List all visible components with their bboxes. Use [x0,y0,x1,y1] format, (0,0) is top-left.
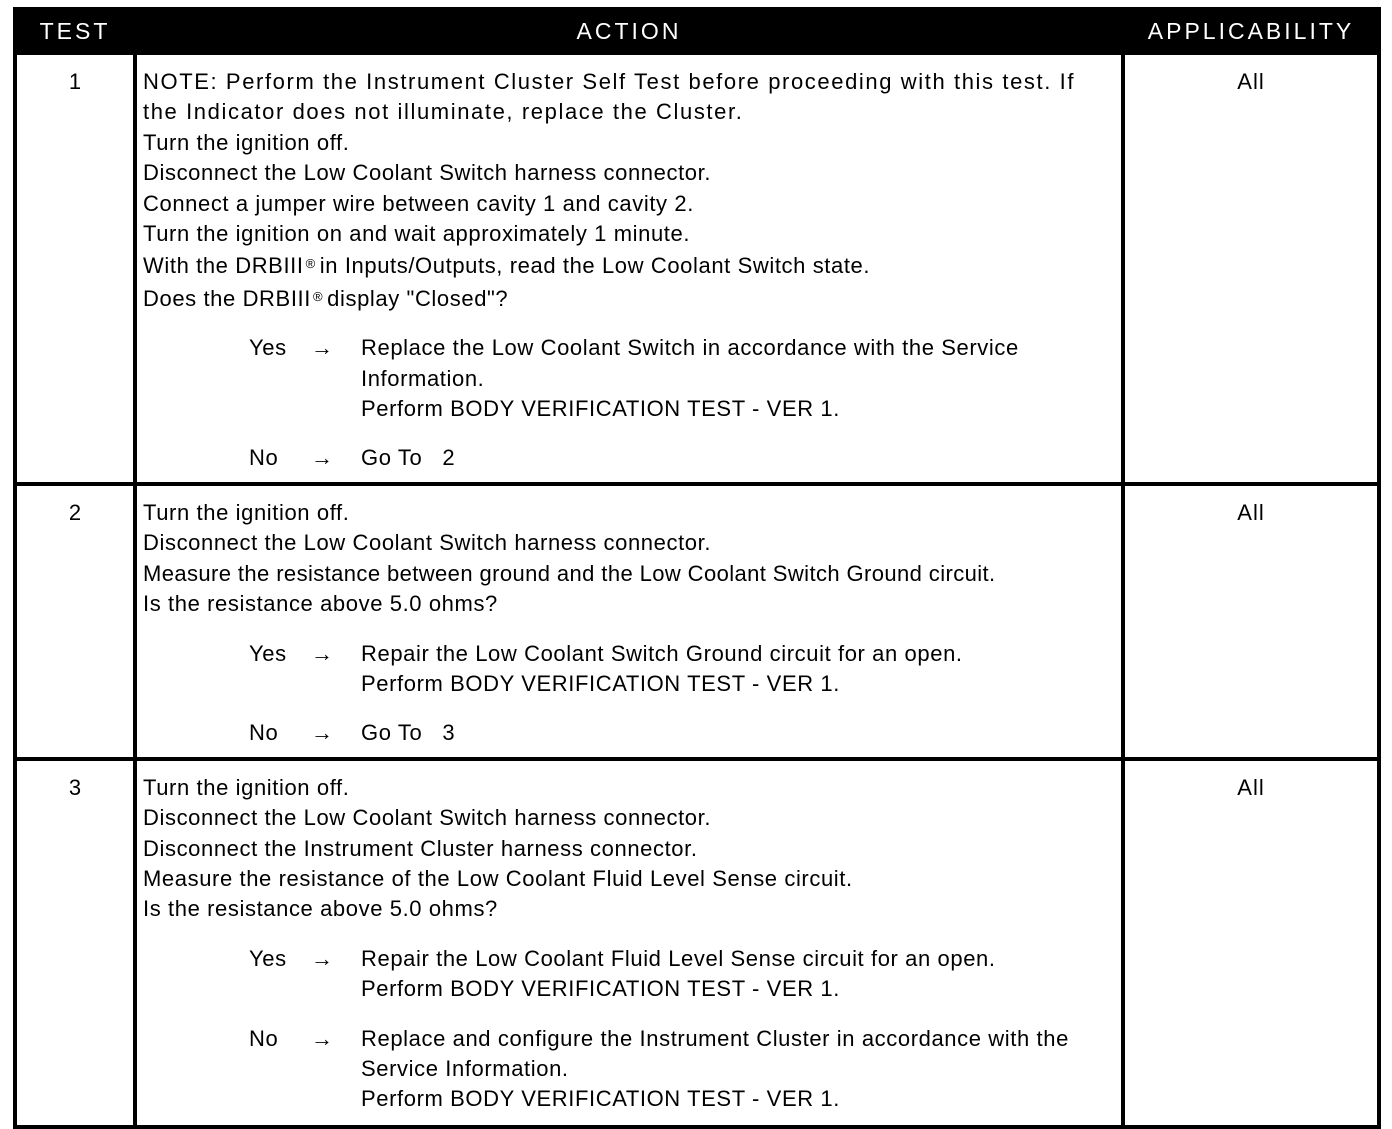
test-applicability: All [1123,484,1379,759]
note-text: NOTE: Perform the Instrument Cluster Self Test before proceeding with this test. If the Indicator does not illuminate, replace the Cluster. [143,69,1076,125]
step-text: Turn the ignition on and wait approximately 1 minute. [143,221,691,247]
question-text: Is the resistance above 5.0 ohms? [143,591,498,617]
header-action: ACTION [135,9,1123,53]
header-test: TEST [15,9,135,53]
yes-label: Yes [249,335,287,361]
test-number: 3 [15,759,135,1127]
question-text: Is the resistance above 5.0 ohms? [143,896,498,922]
right-arrow-icon: → [311,640,334,666]
test-action [135,53,1123,484]
no-answer [249,1024,1117,1115]
yes-answer [249,639,1117,700]
test-action [135,759,1123,1127]
step-text: Disconnect the Low Coolant Switch harness connector. [143,160,712,186]
right-arrow-icon: → [311,945,334,971]
header-applicability: APPLICABILITY [1123,9,1379,53]
test-applicability: All [1123,53,1379,484]
step-text: Measure the resistance of the Low Coolant Fluid Level Sense circuit. [143,865,853,891]
yes-answer [249,944,1117,1005]
no-response: Replace and configure the Instrument Cluster in accordance with the Service Information. Perform BODY VERIFICATION TEST - VER 1. [361,1025,1069,1112]
yes-response: Repair the Low Coolant Fluid Level Sense circuit for an open. Perform BODY VERIFICATION TEST - VER 1. [361,945,996,1002]
step-text: Turn the ignition off. [143,499,350,525]
diagnostic-test-table [13,7,1377,1129]
yes-response: Replace the Low Coolant Switch in accordance with the Service Information. Perform BODY VERIFICATION TEST - VER 1. [361,335,1019,422]
test-action [135,484,1123,759]
step-text: With the DRBIII ® in Inputs/Outputs, read the Low Coolant Switch state. [143,253,871,279]
test-number: 2 [15,484,135,759]
yes-response: Repair the Low Coolant Switch Ground circuit for an open. Perform BODY VERIFICATION TEST - VER 1. [361,640,963,696]
registered-mark: ® [312,288,324,304]
no-answer [249,718,1117,748]
no-label: No [249,720,279,746]
step-text: Disconnect the Low Coolant Switch harness connector. [143,805,712,831]
no-response: Go To 3 [361,720,456,746]
question-text: Does the DRBIII ® display "Closed"? [143,285,509,311]
right-arrow-icon: → [311,720,334,746]
yes-label: Yes [249,640,287,666]
step-text: Disconnect the Low Coolant Switch harness connector. [143,530,712,556]
table-row [15,53,1379,484]
step-text: Connect a jumper wire between cavity 1 and cavity 2. [143,190,694,216]
right-arrow-icon: → [311,335,334,361]
no-answer [249,443,1117,473]
yes-label: Yes [249,945,287,971]
step-text: Turn the ignition off. [143,774,350,800]
registered-mark: ® [305,256,316,272]
no-label: No [249,1025,279,1051]
test-number: 1 [15,53,135,484]
step-text: Disconnect the Instrument Cluster harness connector. [143,835,698,861]
yes-answer [249,333,1117,424]
table-row [15,759,1379,1127]
table-row [15,484,1379,759]
step-text: Turn the ignition off. [143,129,350,155]
no-label: No [249,445,279,471]
right-arrow-icon: → [311,1025,334,1051]
right-arrow-icon: → [311,445,334,471]
test-applicability: All [1123,759,1379,1127]
no-response: Go To 2 [361,445,456,471]
step-text: Measure the resistance between ground and the Low Coolant Switch Ground circuit. [143,560,996,586]
header-row [15,9,1379,53]
